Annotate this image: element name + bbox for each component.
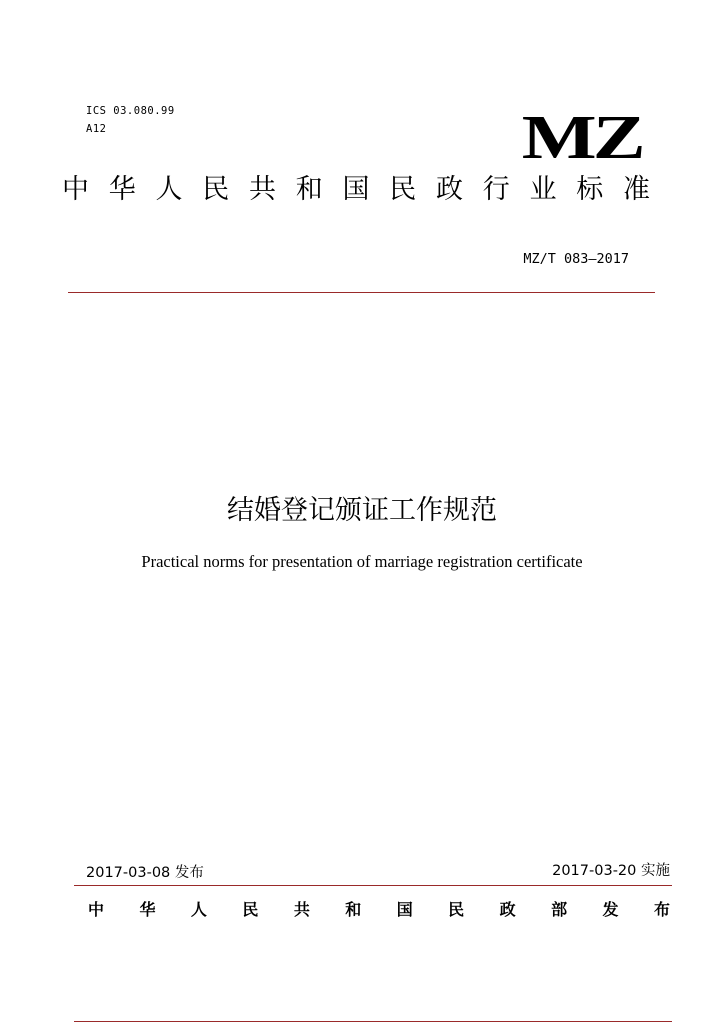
bottom-divider [74, 1021, 672, 1022]
top-divider [68, 292, 655, 293]
standard-category-char: 共 [249, 174, 276, 205]
standard-category-char: 人 [155, 174, 183, 205]
implementation-date: 2017-03-20 实施 [552, 863, 670, 879]
ccs-code: A12 [86, 123, 107, 135]
issue-date: 2017-03-08 发布 [86, 865, 204, 881]
issuer-char: 和 [345, 900, 362, 919]
document-title-chinese: 结婚登记颁证工作规范 [227, 495, 497, 526]
standard-category-char: 政 [436, 174, 463, 205]
standard-category-char: 标 [576, 174, 604, 205]
issuer-char: 政 [499, 900, 516, 919]
footer-divider [74, 885, 672, 886]
issuer-char: 发 [602, 900, 619, 919]
issuer-char: 华 [139, 900, 156, 919]
document-title-english: Practical norms for presentation of marriage registration certificate [141, 552, 583, 571]
ics-code: ICS 03.080.99 [86, 105, 175, 117]
issuer-char: 中 [88, 900, 105, 919]
standard-category-char: 民 [202, 174, 230, 205]
issuer-char: 部 [551, 900, 568, 919]
standard-category-heading [62, 172, 650, 208]
issuer-char: 民 [242, 900, 259, 919]
standard-category-char: 中 [62, 174, 89, 205]
issuer-char: 民 [448, 900, 465, 919]
issuer-char: 共 [293, 900, 310, 919]
issuer-char: 人 [190, 900, 207, 919]
standard-category-char: 业 [529, 174, 557, 205]
standard-category-char: 行 [482, 174, 510, 205]
standard-category-char: 和 [295, 174, 323, 205]
issuer-char: 布 [653, 900, 670, 919]
standard-category-char: 华 [108, 174, 136, 205]
mz-logo: MZ [521, 104, 642, 172]
issuer-char: 国 [396, 900, 413, 919]
issuing-authority [88, 898, 670, 922]
standard-number: MZ/T 083—2017 [523, 251, 629, 267]
standard-category-char: 准 [623, 174, 650, 205]
standard-category-char: 民 [389, 174, 417, 205]
standard-category-char: 国 [342, 174, 370, 205]
